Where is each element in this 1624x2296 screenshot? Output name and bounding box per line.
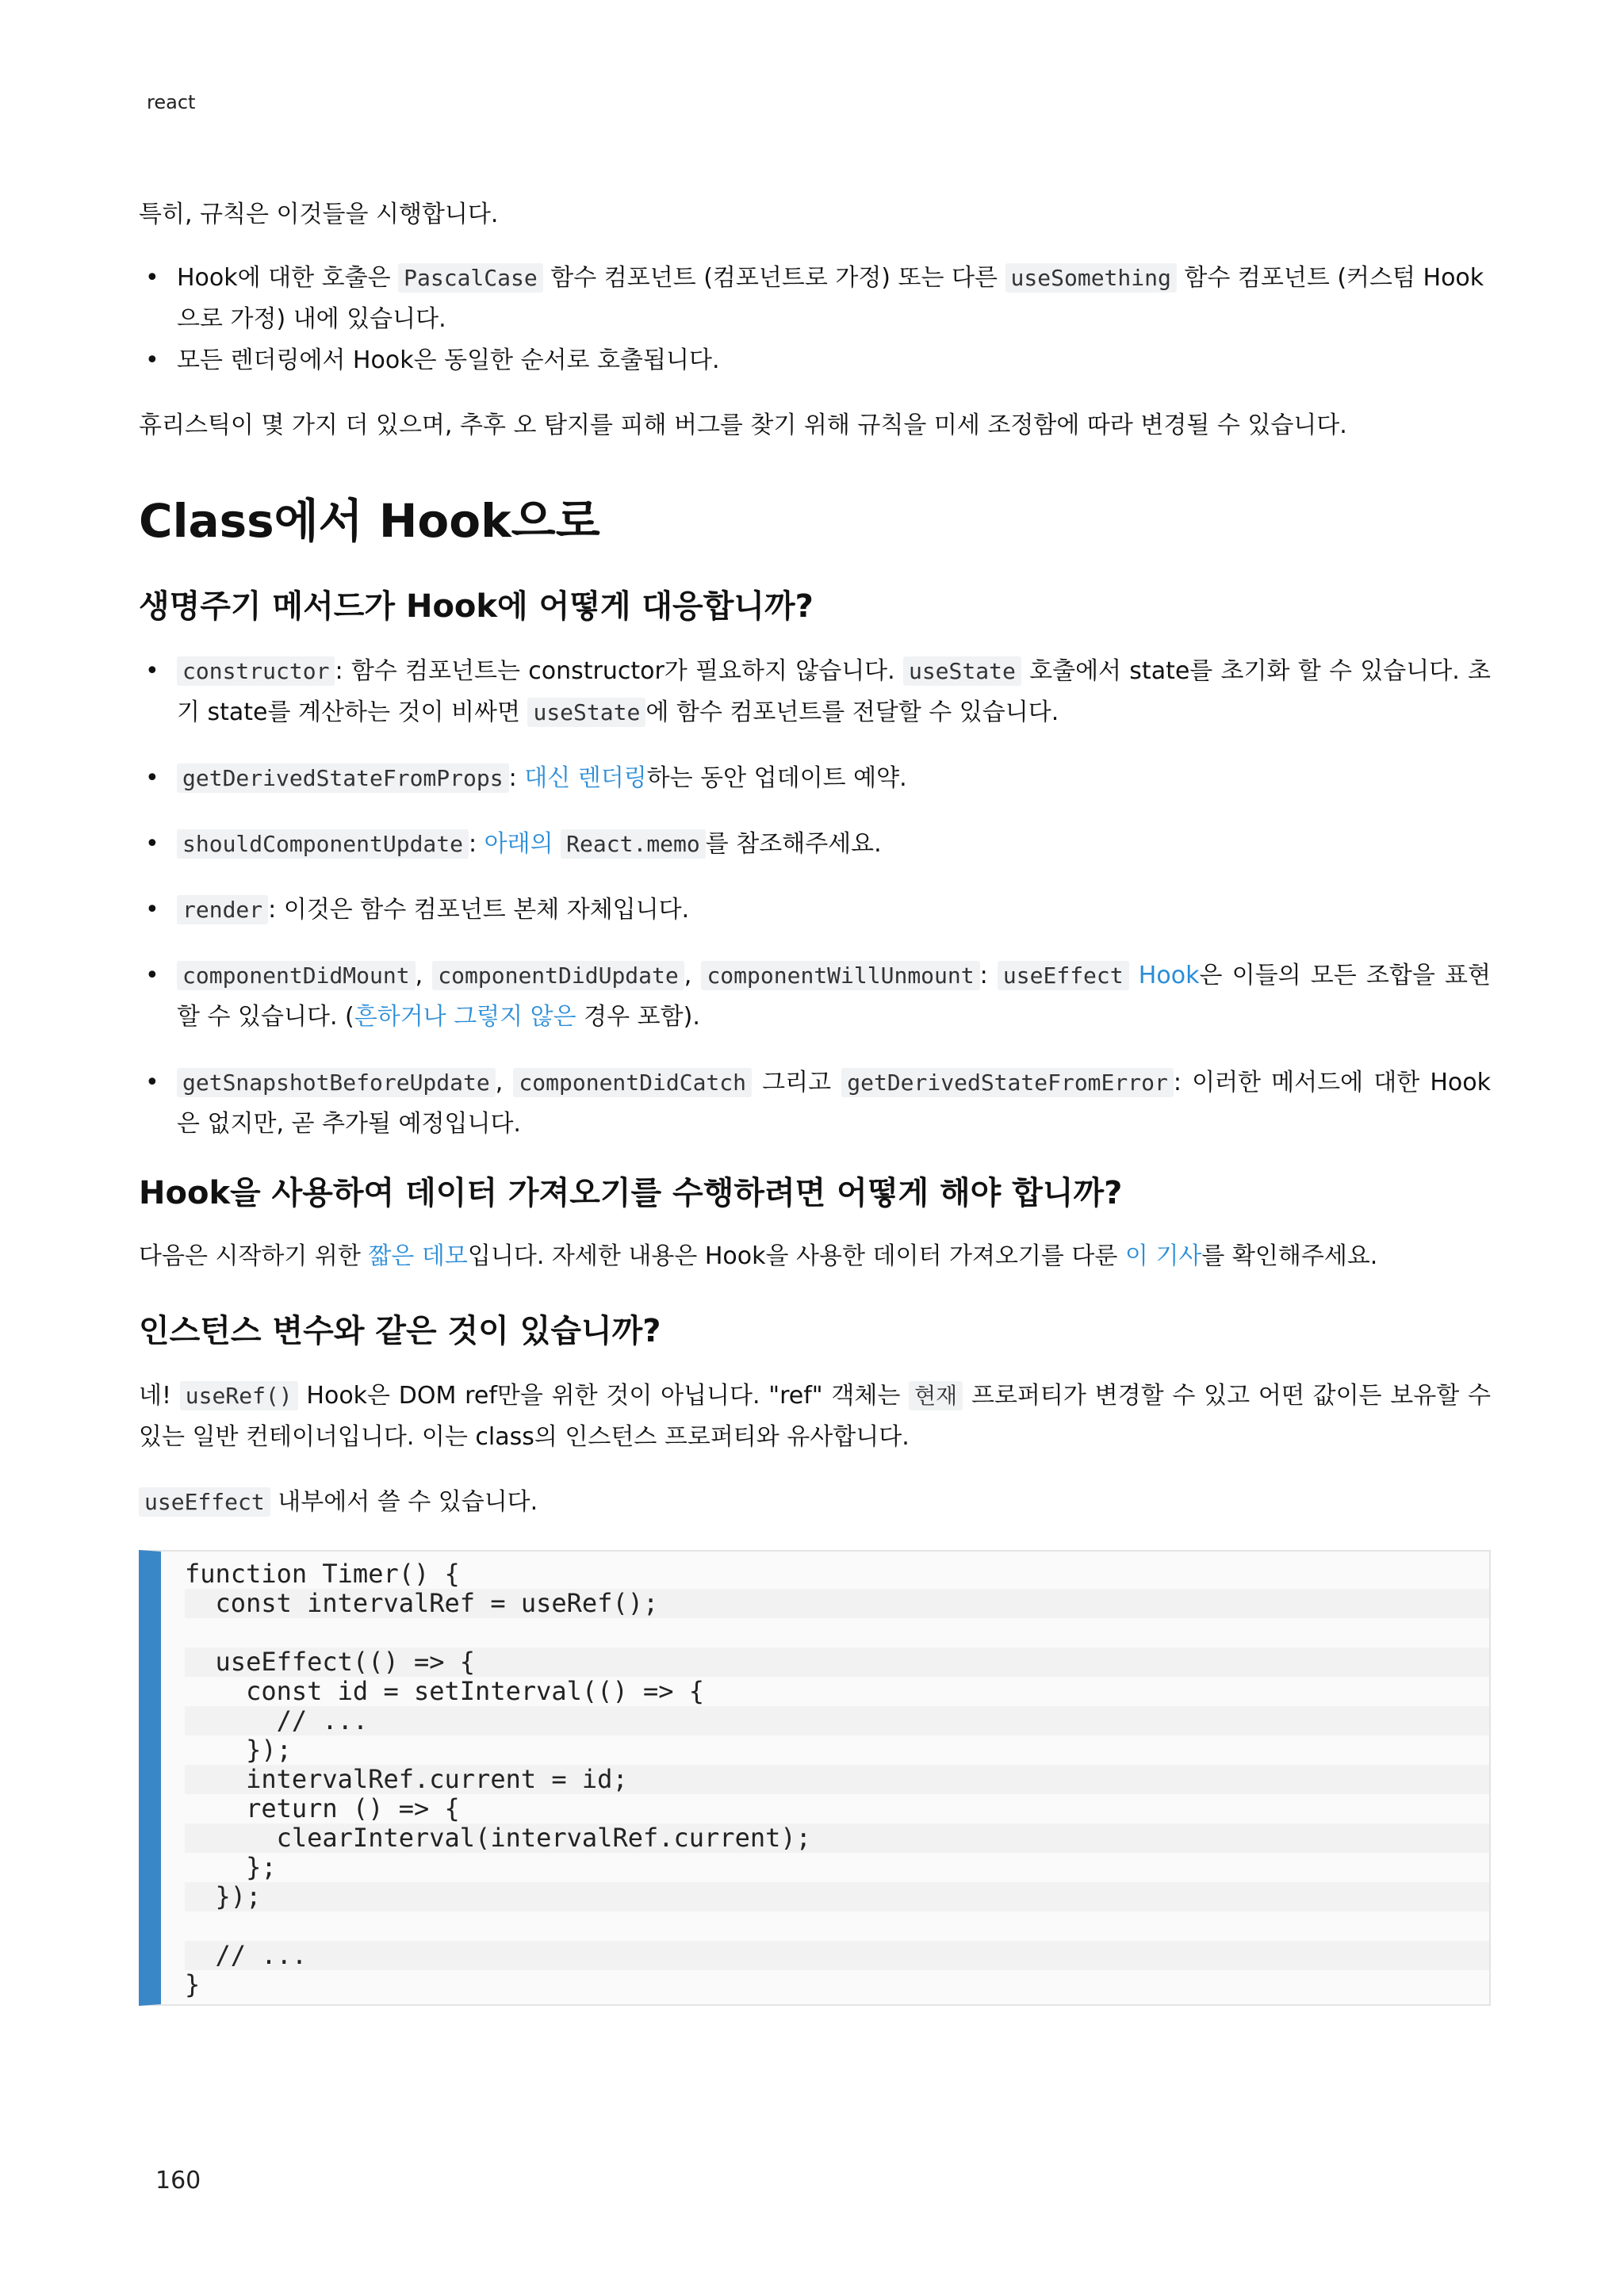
inline-code: useSomething — [1005, 263, 1177, 293]
code-line: }); — [185, 1735, 292, 1765]
inline-code: getDerivedStateFromProps — [177, 763, 509, 793]
code-line: } — [185, 1969, 201, 1999]
page-content — [139, 194, 1491, 2006]
inline-code: componentDidMount — [177, 961, 416, 990]
inline-code: PascalCase — [398, 263, 543, 293]
inline-code: useEffect — [139, 1487, 270, 1517]
link-short-demo[interactable]: 짧은 데모 — [368, 1242, 468, 1270]
code-line: clearInterval(intervalRef.current); — [185, 1823, 1489, 1853]
intro-paragraph: 특히, 규칙은 이것들을 시행합니다. — [139, 201, 499, 228]
lifecycle-list — [139, 651, 1491, 1145]
bullet-icon: • — [145, 657, 159, 685]
list-item: • getSnapshotBeforeUpdate , componentDidCatch 그리고 getDerivedStateFromError : 이러한 메서드에 대한 Hook은 없지만, 곧 추가될 예정입니다. — [177, 1062, 1491, 1145]
list-item: • 모든 렌더링에서 Hook은 동일한 순서로 호출됩니다. — [177, 340, 1491, 381]
code-line: function Timer() { — [185, 1559, 460, 1589]
list-item: • componentDidMount , componentDidUpdate , componentWillUnmount : useEffect Hook은 이들의 모든 조합을 표현할 수 있습니다. (흔하거나 그렇지 않은 경우 포함). — [177, 955, 1491, 1038]
list-item: • getDerivedStateFromProps : 대신 렌더링하는 동안 업데이트 예약. — [177, 758, 1491, 799]
inline-code: getSnapshotBeforeUpdate — [177, 1068, 496, 1097]
list-item: • Hook에 대한 호출은 PascalCase 함수 컴포넌트 (컴포넌트로 가정) 또는 다른 useSomething 함수 컴포넌트 (커스텀 Hook으로 가정) 내에 있습니다. — [177, 258, 1491, 340]
inline-code: 현재 — [909, 1381, 963, 1410]
bullet-icon: • — [145, 1069, 159, 1096]
code-line: // ... — [185, 1706, 1489, 1735]
section-title: Class에서 Hook으로 — [139, 494, 600, 548]
use-effect-paragraph: useEffect 내부에서 쓸 수 있습니다. — [139, 1482, 1491, 1523]
code-line: const intervalRef = useRef(); — [185, 1589, 1489, 1618]
bullet-icon: • — [145, 264, 159, 292]
link-common-or-not[interactable]: 흔하거나 그렇지 않은 — [354, 1003, 576, 1031]
page-number: 160 — [155, 2167, 201, 2195]
code-block — [139, 1550, 1491, 2006]
inline-code: shouldComponentUpdate — [177, 829, 469, 859]
rules-list — [139, 258, 1491, 381]
code-line: }); — [185, 1882, 1489, 1911]
bullet-icon: • — [145, 962, 159, 989]
code-line: }; — [185, 1852, 277, 1882]
link-hook[interactable]: Hook — [1128, 962, 1200, 989]
link-article[interactable]: 이 기사 — [1124, 1242, 1202, 1270]
bullet-icon: • — [145, 896, 159, 924]
inline-code: useState — [903, 656, 1021, 686]
inline-code: React.memo — [561, 829, 706, 859]
inline-code: useState — [527, 698, 645, 727]
heuristic-paragraph: 휴리스틱이 몇 가지 더 있으며, 추후 오 탐지를 피해 버그를 찾기 위해 규칙을 미세 조정함에 따라 변경될 수 있습니다. — [139, 411, 1347, 439]
inline-code: useRef() — [180, 1381, 298, 1410]
inline-code: render — [177, 895, 268, 924]
link-below[interactable]: 아래의 — [484, 830, 553, 858]
code-line: const id = setInterval(() => { — [185, 1676, 705, 1706]
instance-heading: 인스턴스 변수와 같은 것이 있습니까? — [139, 1313, 661, 1349]
fetching-paragraph: 다음은 시작하기 위한 짧은 데모입니다. 자세한 내용은 Hook을 사용한 데이터 가져오기를 다룬 이 기사를 확인해주세요. — [139, 1242, 1378, 1270]
lifecycle-heading: 생명주기 메서드가 Hook에 어떻게 대응합니까? — [139, 588, 814, 625]
bullet-icon: • — [145, 830, 159, 858]
list-item: • constructor : 함수 컴포넌트는 constructor가 필요하지 않습니다. useState 호출에서 state를 초기화 할 수 있습니다. 초기 state를 계산하는 것이 비싸면 useState 에 함수 컴포넌트를 전달할 수 있습니다. — [177, 651, 1491, 733]
code-listing — [185, 1559, 1489, 1999]
inline-code: componentDidCatch — [513, 1068, 752, 1097]
code-line: intervalRef.current = id; — [185, 1765, 1489, 1794]
code-line — [185, 1618, 1489, 1647]
code-line: useEffect(() => { — [185, 1647, 1489, 1677]
code-line: // ... — [185, 1941, 1489, 1970]
code-line — [185, 1911, 1489, 1941]
inline-code: useEffect — [998, 961, 1129, 990]
list-item: • shouldComponentUpdate : 아래의 React.memo 를 참조해주세요. — [177, 824, 1491, 865]
inline-code: componentWillUnmount — [701, 961, 979, 990]
inline-code: getDerivedStateFromError — [841, 1068, 1174, 1097]
fetching-heading: Hook을 사용하여 데이터 가져오기를 수행하려면 어떻게 해야 합니까? — [139, 1175, 1123, 1211]
running-header: react — [147, 91, 196, 113]
inline-code: constructor — [177, 656, 335, 686]
inline-code: componentDidUpdate — [432, 961, 684, 990]
bullet-icon: • — [145, 764, 159, 792]
code-line: return () => { — [185, 1793, 460, 1823]
list-item: • render : 이것은 함수 컴포넌트 본체 자체입니다. — [177, 890, 1491, 931]
bullet-icon: • — [145, 346, 159, 374]
link-render-instead[interactable]: 대신 렌더링 — [524, 764, 647, 792]
instance-paragraph: 네! useRef() Hook은 DOM ref만을 위한 것이 아닙니다. "ref" 객체는 현재 프로퍼티가 변경할 수 있고 어떤 값이든 보유할 수 있는 일반 컨테이너입니다. 이는 class의 인스턴스 프로퍼티와 유사합니다. — [139, 1382, 1491, 1451]
